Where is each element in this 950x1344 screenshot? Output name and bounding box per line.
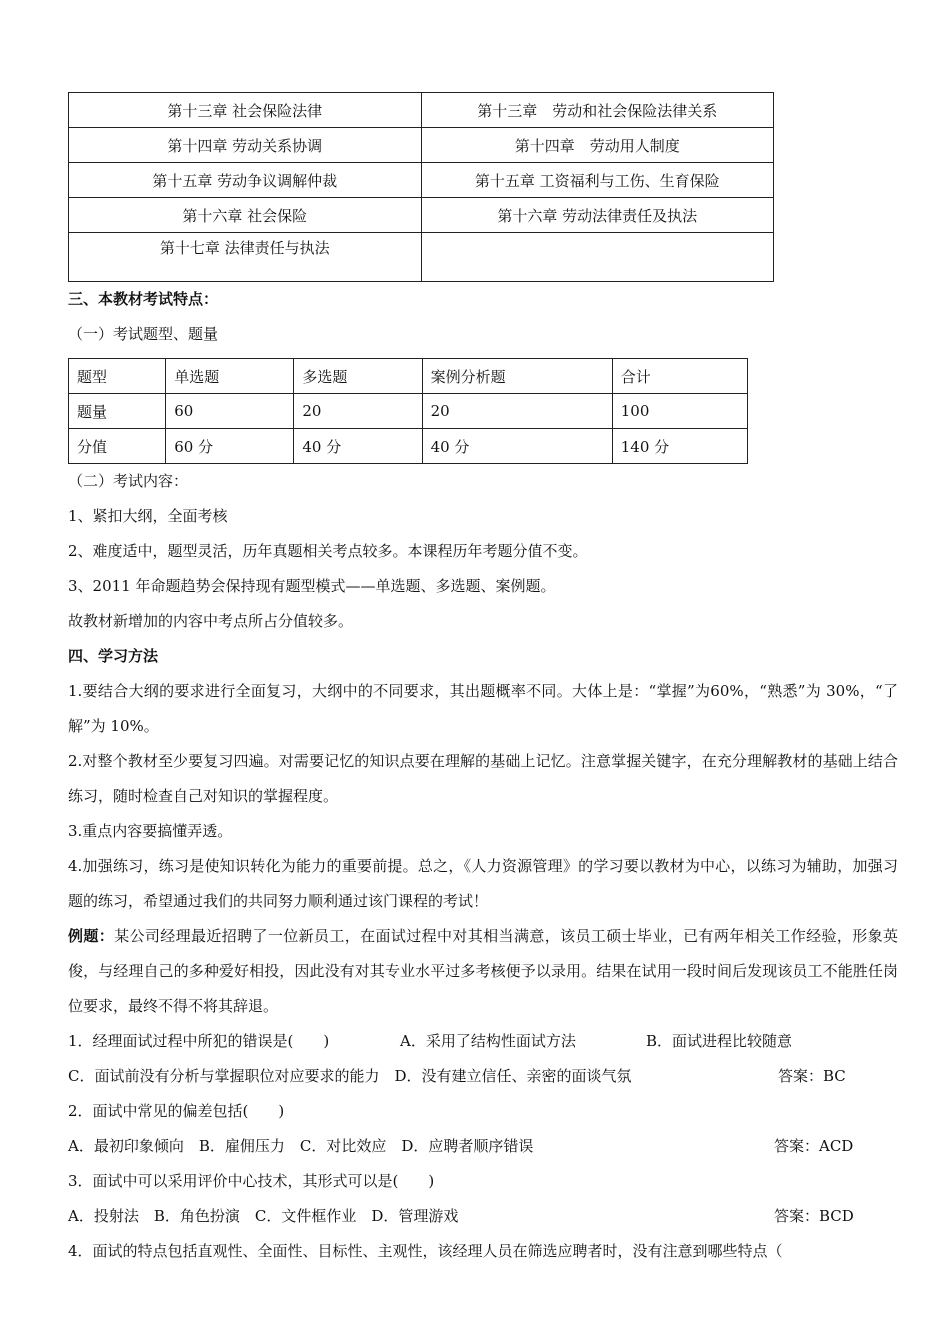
table-cell: 多选题 (294, 359, 422, 394)
question-3-options-row (68, 1199, 898, 1234)
question-1-options-row (68, 1059, 898, 1094)
option-a: A．采用了结构性面试方法 (400, 1032, 576, 1050)
table-row (69, 93, 774, 128)
list-item: 1、紧扣大纲，全面考核 (68, 507, 228, 525)
example-text: 某公司经理最近招聘了一位新员工，在面试过程中对其相当满意，该员工硕士毕业，已有两年相关工作经验，形象英俊，与经理自己的多种爱好相投，因此没有对其专业水平过多考核便予以录用。结果在试用一段时间后发现该员工不能胜任岗位要求，最终不得不将其辞退。 (68, 927, 898, 1015)
table-cell: 第十三章 社会保险法律 (69, 93, 422, 128)
options-cd: C．面试前没有分析与掌握职位对应要求的能力 D．没有建立信任、亲密的面谈气氛 (68, 1067, 632, 1085)
table-row (69, 128, 774, 163)
table-cell: 分值 (69, 429, 166, 464)
list-item: 3、2011 年命题趋势会保持现有题型模式——单选题、多选题、案例题。 (68, 577, 556, 595)
table-row (69, 394, 748, 429)
options: A．投射法 B．角色扮演 C．文件框作业 D．管理游戏 (68, 1207, 459, 1225)
table-row (69, 198, 774, 233)
table-row (69, 429, 748, 464)
table-cell: 题型 (69, 359, 166, 394)
table-cell (421, 233, 774, 282)
method-paragraph: 3.重点内容要搞懂弄透。 (68, 822, 233, 840)
table-cell: 140 分 (612, 429, 747, 464)
list-item: 故教材新增加的内容中考点所占分值较多。 (68, 612, 354, 630)
table-cell: 100 (612, 394, 747, 429)
question-2-stem-row (68, 1094, 898, 1129)
question-stem: 1．经理面试过程中所犯的错误是( ) (68, 1032, 330, 1050)
exam-type-table (68, 358, 748, 464)
example-label: 例题： (68, 927, 115, 945)
question-2-options-row (68, 1129, 898, 1164)
table-cell: 第十五章 劳动争议调解仲裁 (69, 163, 422, 198)
table-cell: 单选题 (166, 359, 294, 394)
table-cell: 40 分 (294, 429, 422, 464)
table-row (69, 163, 774, 198)
answer: 答案：ACD (774, 1137, 854, 1155)
table-cell: 20 (294, 394, 422, 429)
question-4-stem-row (68, 1234, 898, 1269)
list-item: 2、难度适中，题型灵活，历年真题相关考点较多。本课程历年考题分值不变。 (68, 542, 588, 560)
table-cell: 第十五章 工资福利与工伤、生育保险 (421, 163, 774, 198)
table-cell: 第十三章 劳动和社会保险法律关系 (421, 93, 774, 128)
table-cell: 第十四章 劳动关系协调 (69, 128, 422, 163)
table-cell: 第十七章 法律责任与执法 (69, 233, 422, 282)
table-cell: 20 (422, 394, 612, 429)
question-1-stem-row (68, 1024, 898, 1059)
subheading-exam-types: （一）考试题型、题量 (68, 325, 219, 343)
subheading-exam-content: （二）考试内容： (68, 472, 189, 490)
option-b: B．面试进程比较随意 (646, 1032, 793, 1050)
answer: 答案：BC (778, 1067, 846, 1085)
question-stem: 4．面试的特点包括直观性、全面性、目标性、主观性，该经理人员在筛选应聘者时，没有注意到哪些特点（ (68, 1242, 783, 1260)
question-3-stem-row (68, 1164, 898, 1199)
table-row (69, 233, 774, 282)
section-4-heading: 四、学习方法 (68, 647, 159, 665)
method-paragraph: 1.要结合大纲的要求进行全面复习，大纲中的不同要求，其出题概率不同。大体上是：“掌握”为60%，“熟悉”为 30%，“了解”为 10%。 (68, 682, 898, 735)
question-stem: 2．面试中常见的偏差包括( ) (68, 1102, 285, 1120)
table-cell: 合计 (612, 359, 747, 394)
table-cell: 40 分 (422, 429, 612, 464)
question-stem: 3．面试中可以采用评价中心技术，其形式可以是( ) (68, 1172, 435, 1190)
chapter-comparison-table (68, 92, 774, 282)
table-cell: 题量 (69, 394, 166, 429)
table-cell: 第十六章 社会保险 (69, 198, 422, 233)
table-cell: 60 分 (166, 429, 294, 464)
answer: 答案：BCD (774, 1207, 854, 1225)
table-cell: 第十六章 劳动法律责任及执法 (421, 198, 774, 233)
table-cell: 案例分析题 (422, 359, 612, 394)
method-paragraph: 4.加强练习，练习是使知识转化为能力的重要前提。总之，《人力资源管理》的学习要以教材为中心，以练习为辅助，加强习题的练习，希望通过我们的共同努力顺利通过该门课程的考试！ (68, 857, 898, 910)
table-row (69, 359, 748, 394)
options: A．最初印象倾向 B．雇佣压力 C．对比效应 D．应聘者顺序错误 (68, 1137, 534, 1155)
example-paragraph (68, 919, 898, 1024)
method-paragraph: 2.对整个教材至少要复习四遍。对需要记忆的知识点要在理解的基础上记忆。注意掌握关键字，在充分理解教材的基础上结合练习，随时检查自己对知识的掌握程度。 (68, 752, 898, 805)
table-cell: 60 (166, 394, 294, 429)
document-page (68, 92, 898, 1269)
section-3-heading: 三、本教材考试特点： (68, 290, 219, 308)
table-cell: 第十四章 劳动用人制度 (421, 128, 774, 163)
